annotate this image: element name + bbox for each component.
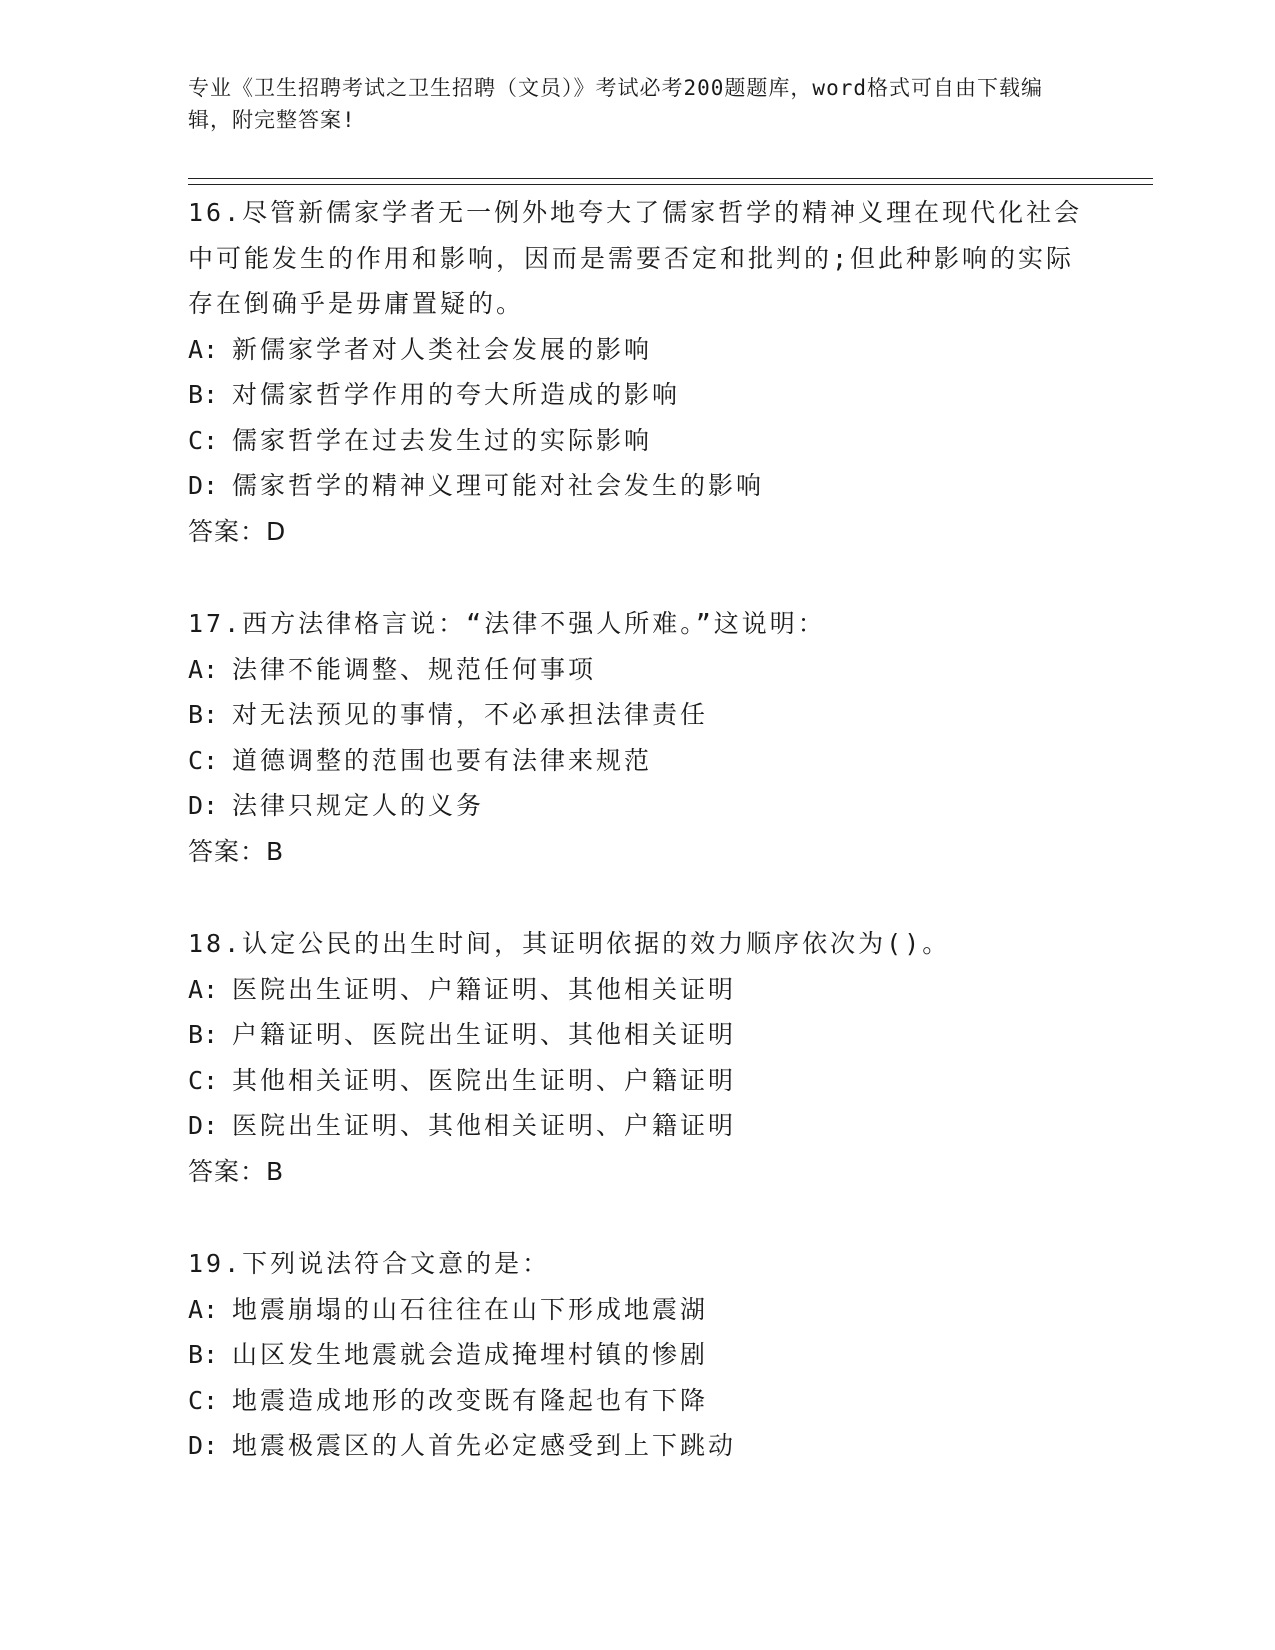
option-text: 山区发生地震就会造成掩埋村镇的惨剧	[232, 1340, 709, 1369]
option-text: 儒家哲学的精神义理可能对社会发生的影响	[232, 471, 765, 500]
option-b	[188, 1332, 1088, 1378]
option-letter: A:	[188, 1294, 219, 1324]
option-letter: D:	[188, 791, 219, 820]
option-letter: D:	[188, 471, 219, 500]
option-d	[188, 783, 1088, 829]
question-stem: 16.尽管新儒家学者无一例外地夸大了儒家哲学的精神义理在现代化社会中可能发生的作用和影响，因而是需要否定和批判的;但此种影响的实际存在倒确乎是毋庸置疑的。	[188, 198, 1083, 318]
option-text: 对无法预见的事情，不必承担法律责任	[232, 700, 709, 729]
option-letter: C:	[188, 1385, 219, 1415]
question-18	[188, 921, 1088, 1194]
option-text: 医院出生证明、其他相关证明、户籍证明	[232, 1111, 737, 1140]
option-text: 其他相关证明、医院出生证明、户籍证明	[232, 1065, 737, 1095]
question-16	[188, 190, 1088, 554]
question-stem: 19.下列说法符合文意的是：	[188, 1249, 551, 1278]
option-letter: B:	[188, 1340, 219, 1369]
option-d	[188, 463, 1088, 509]
option-letter: C:	[188, 745, 219, 775]
option-letter: C:	[188, 1065, 219, 1095]
option-a	[188, 1287, 1088, 1333]
option-c	[188, 1378, 1088, 1424]
option-text: 对儒家哲学作用的夸大所造成的影响	[232, 380, 681, 409]
option-d	[188, 1423, 1088, 1469]
option-a	[188, 967, 1088, 1013]
answer-line: 答案：D	[188, 516, 287, 546]
question-19	[188, 1241, 1088, 1469]
option-b	[188, 372, 1088, 418]
option-letter: A:	[188, 654, 219, 684]
option-letter: D:	[188, 1431, 219, 1460]
option-text: 医院出生证明、户籍证明、其他相关证明	[232, 974, 737, 1004]
option-c	[188, 418, 1088, 464]
option-c	[188, 1058, 1088, 1104]
option-text: 新儒家学者对人类社会发展的影响	[232, 334, 653, 364]
question-stem: 17.西方法律格言说：“法律不强人所难。”这说明：	[188, 609, 826, 638]
option-a	[188, 647, 1088, 693]
option-text: 地震造成地形的改变既有隆起也有下降	[232, 1385, 709, 1415]
option-c	[188, 738, 1088, 784]
option-letter: D:	[188, 1111, 219, 1140]
option-letter: B:	[188, 1020, 219, 1049]
option-text: 道德调整的范围也要有法律来规范	[232, 745, 653, 775]
option-b	[188, 692, 1088, 738]
answer-line: 答案：B	[188, 836, 285, 866]
option-text: 法律只规定人的义务	[232, 791, 485, 820]
question-stem: 18.认定公民的出生时间，其证明依据的效力顺序依次为()。	[188, 929, 951, 958]
option-text: 地震极震区的人首先必定感受到上下跳动	[232, 1431, 737, 1460]
question-17	[188, 601, 1088, 874]
document-header: 专业《卫生招聘考试之卫生招聘（文员）》考试必考200题题库，word格式可自由下载编辑，附完整答案!	[188, 76, 1043, 132]
option-text: 法律不能调整、规范任何事项	[232, 654, 597, 684]
header-rule-bottom	[188, 184, 1153, 185]
header-rule-top	[188, 178, 1153, 179]
option-a	[188, 327, 1088, 373]
option-letter: C:	[188, 425, 219, 455]
question-list	[188, 190, 1088, 1516]
option-text: 地震崩塌的山石往往在山下形成地震湖	[232, 1294, 709, 1324]
option-letter: B:	[188, 700, 219, 729]
option-b	[188, 1012, 1088, 1058]
option-d	[188, 1103, 1088, 1149]
option-letter: A:	[188, 974, 219, 1004]
answer-line: 答案：B	[188, 1156, 285, 1186]
option-text: 儒家哲学在过去发生过的实际影响	[232, 425, 653, 455]
option-letter: A:	[188, 334, 219, 364]
option-letter: B:	[188, 380, 219, 409]
option-text: 户籍证明、医院出生证明、其他相关证明	[232, 1020, 737, 1049]
